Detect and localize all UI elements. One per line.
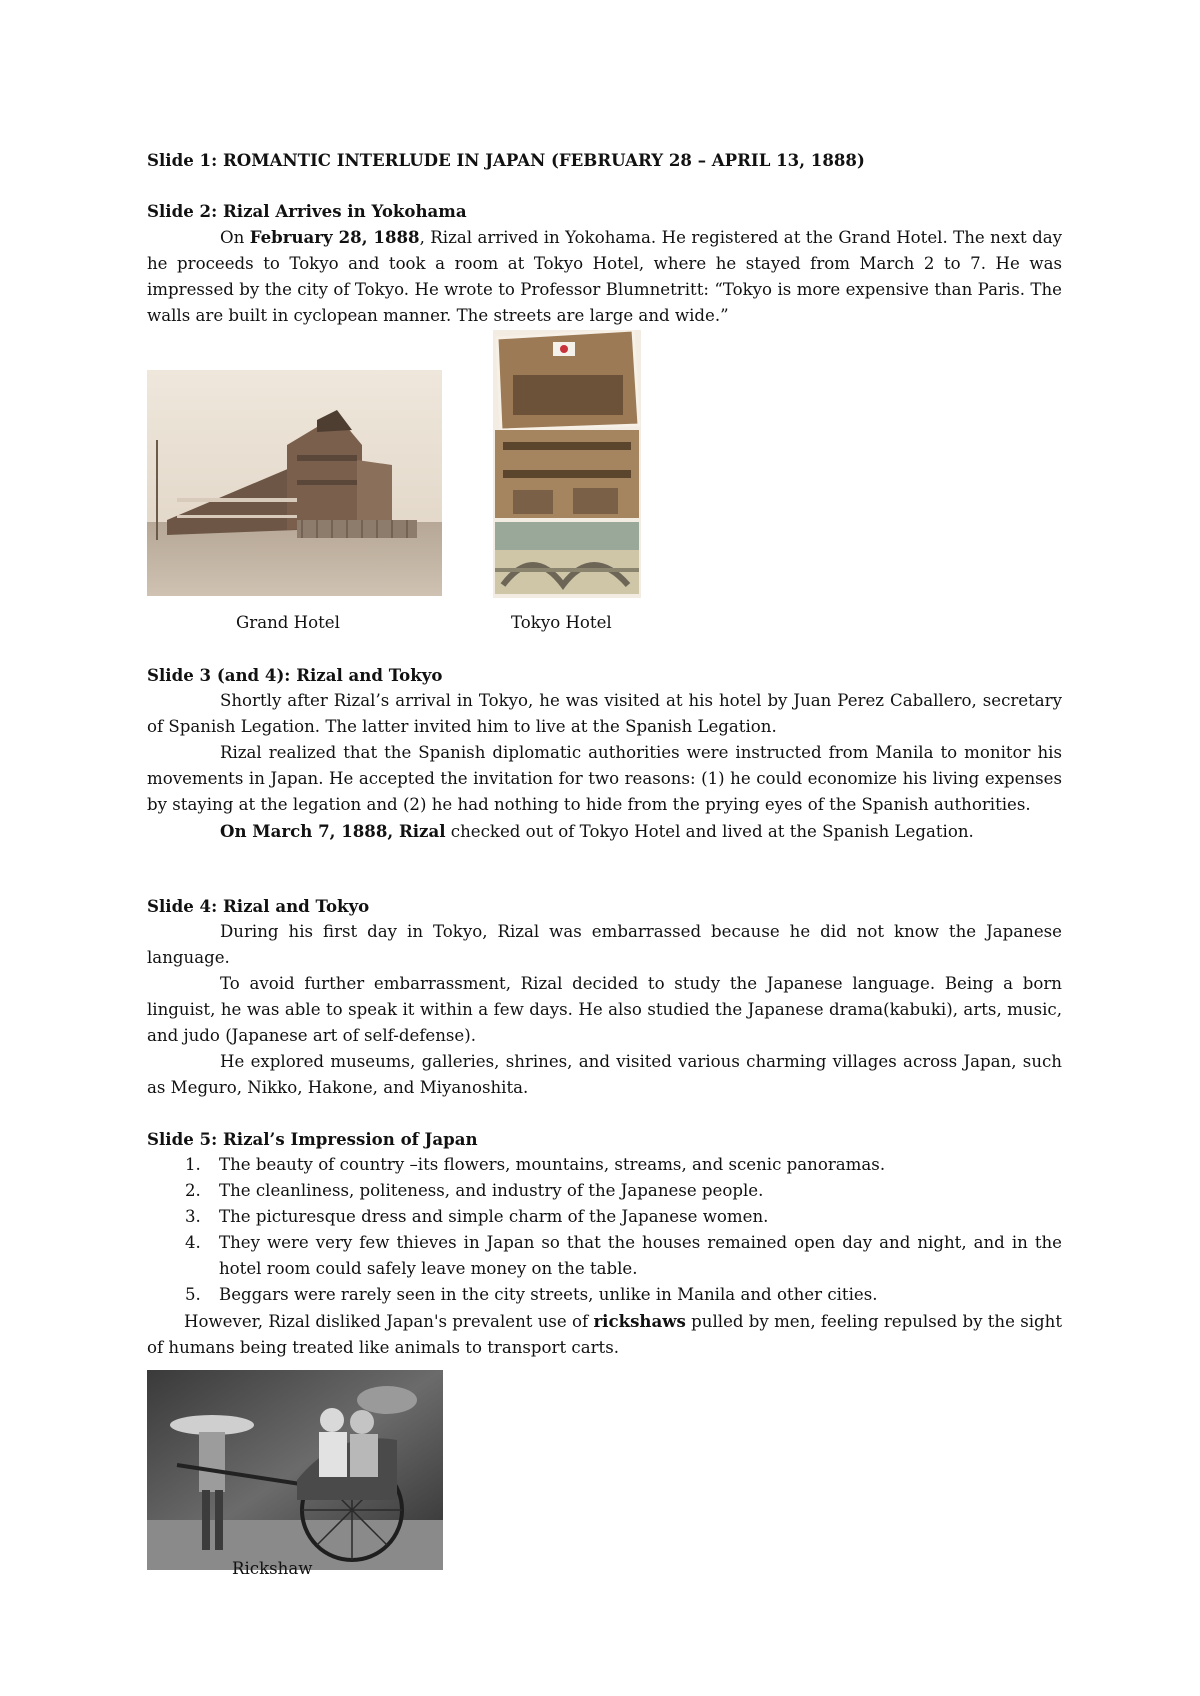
rickshaws-term: rickshaws	[593, 1311, 686, 1331]
slide2-text-pre: On	[220, 228, 250, 247]
list-item	[147, 1178, 1062, 1204]
list-item	[147, 1230, 1062, 1282]
slide2-text-post: , Rizal arrived in Yokohama. He registered at the Grand Hotel. The next day he proceeds to Tokyo and took a room at Tokyo Hotel, where he stayed from March 2 to 7. He was impressed by the city of Tokyo. He wrote to Professor Blumnetritt: “Tokyo is more expensive than Paris. The walls are built in cyclopean manner. The streets are large and wide.”	[147, 228, 1062, 325]
slide3-date: On March 7, 1888, Rizal	[220, 821, 446, 841]
slide3-text-rest: checked out of Tokyo Hotel and lived at the Spanish Legation.	[445, 822, 974, 841]
tokyo-hotel-photo	[493, 330, 641, 598]
list-text: Beggars were rarely seen in the city streets, unlike in Manila and other cities.	[219, 1285, 878, 1304]
grand-hotel-caption: Grand Hotel	[236, 613, 340, 632]
impressions-list	[147, 1152, 1062, 1308]
list-number: 5.	[185, 1285, 201, 1304]
slide3-paragraph-1: Shortly after Rizal’s arrival in Tokyo, he was visited at his hotel by Juan Perez Caballero, secretary of Spanish Legation. The latter invited him to live at the Spanish Legation.	[147, 691, 1062, 736]
slide4-body	[147, 919, 1062, 1101]
list-item	[147, 1152, 1062, 1178]
slide5-closing-paragraph	[147, 1308, 1062, 1361]
slide3-paragraph-3	[147, 818, 1062, 845]
slide5-heading: Slide 5: Rizal’s Impression of Japan	[147, 1129, 478, 1149]
closing-text-pre: However, Rizal disliked Japan's prevalent use of	[184, 1312, 594, 1331]
slide2-date: February 28, 1888	[249, 227, 420, 247]
rickshaw-photo	[147, 1370, 443, 1570]
list-text: The cleanliness, politeness, and industry of the Japanese people.	[219, 1181, 764, 1200]
rickshaw-caption: Rickshaw	[232, 1559, 313, 1578]
slide4-paragraph-3: He explored museums, galleries, shrines, and visited various charming villages across Japan, such as Meguro, Nikko, Hakone, and Miyanoshita.	[147, 1052, 1062, 1097]
slide4-paragraph-2: To avoid further embarrassment, Rizal decided to study the Japanese language. Being a born linguist, he was able to speak it within a few days. He also studied the Japanese drama(kabuki), arts, music, and judo (Japanese art of self-defense).	[147, 974, 1062, 1045]
list-number: 2.	[185, 1181, 201, 1200]
slide3-body	[147, 688, 1062, 845]
list-text: The picturesque dress and simple charm of the Japanese women.	[219, 1207, 769, 1226]
tokyo-hotel-caption: Tokyo Hotel	[511, 613, 612, 632]
slide2-paragraph	[147, 224, 1062, 329]
list-item	[147, 1204, 1062, 1230]
list-item	[147, 1282, 1062, 1308]
grand-hotel-photo	[147, 370, 442, 596]
slide5-body	[147, 1152, 1062, 1361]
document-title: Slide 1: ROMANTIC INTERLUDE IN JAPAN (FEBRUARY 28 – APRIL 13, 1888)	[147, 150, 865, 170]
slide3-paragraph-2: Rizal realized that the Spanish diplomatic authorities were instructed from Manila to monitor his movements in Japan. He accepted the invitation for two reasons: (1) he could economize his living expenses by staying at the legation and (2) he had nothing to hide from the prying eyes of the Spanish authorities.	[147, 743, 1062, 814]
slide4-paragraph-1: During his first day in Tokyo, Rizal was embarrassed because he did not know the Japanese language.	[147, 922, 1062, 967]
list-number: 4.	[185, 1233, 201, 1252]
slide3-heading: Slide 3 (and 4): Rizal and Tokyo	[147, 665, 443, 685]
slide2-heading: Slide 2: Rizal Arrives in Yokohama	[147, 201, 467, 221]
list-text: They were very few thieves in Japan so that the houses remained open day and night, and in the hotel room could safely leave money on the table.	[219, 1233, 1062, 1278]
list-number: 3.	[185, 1207, 201, 1226]
slide4-heading: Slide 4: Rizal and Tokyo	[147, 896, 370, 916]
list-number: 1.	[185, 1155, 201, 1174]
list-text: The beauty of country –its flowers, mountains, streams, and scenic panoramas.	[219, 1155, 886, 1174]
closing-text-post: pulled by men, feeling repulsed by the sight of humans being treated like animals to transport carts.	[147, 1312, 1062, 1357]
